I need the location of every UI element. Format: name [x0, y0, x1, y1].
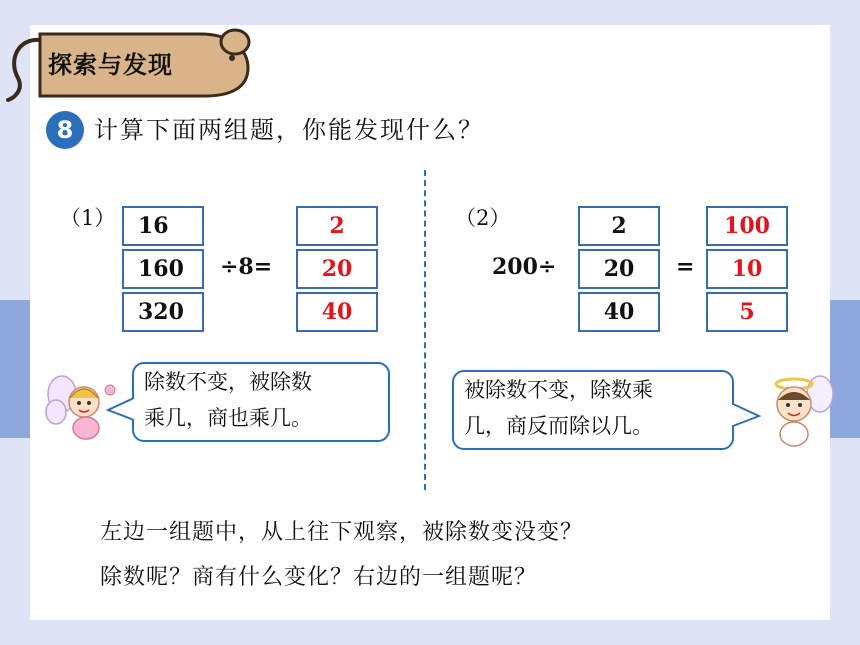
group1-quotient-cell: 20 — [296, 249, 378, 289]
group2-quotient-cell: 10 — [706, 249, 788, 289]
group2-divisor-cell: 2 — [578, 206, 660, 246]
group2-bubble-line1: 被除数不变，除数乘 — [464, 378, 653, 402]
group1-dividend-cell: 160 — [122, 249, 204, 289]
group2-quotient-column — [706, 206, 788, 332]
group1-bubble-line1: 除数不变，被除数 — [144, 370, 312, 394]
prompt-line1: 左边一组题中，从上往下观察，被除数变没变？ — [100, 520, 584, 545]
question-number-badge: 8 — [46, 111, 84, 149]
group1-speech-bubble — [132, 362, 390, 442]
group1-dividend-cell: 320 — [122, 292, 204, 332]
question-text: 计算下面两组题，你能发现什么？ — [94, 116, 484, 144]
section-title: 探索与发现 — [48, 50, 173, 79]
group1-quotient-column — [296, 206, 378, 332]
group2-prefix: 200÷ — [492, 254, 557, 280]
group1-bubble-line2: 乘几，商也乘几。 — [144, 406, 312, 430]
group1-quotient-cell: 40 — [296, 292, 378, 332]
group2-divisor-column — [578, 206, 660, 332]
group1-operator: ÷8= — [220, 254, 273, 280]
bubble-tail-icon — [106, 396, 136, 422]
group1-dividend-cell: 16 — [122, 206, 204, 246]
prompt-line2: 除数呢？商有什么变化？右边的一组题呢？ — [100, 565, 538, 590]
group2-quotient-cell: 5 — [706, 292, 788, 332]
group2-equals: = — [676, 254, 695, 280]
left-side-band — [0, 300, 30, 438]
group2-bubble-line2: 几，商反而除以几。 — [464, 414, 653, 438]
group1-dividend-column — [122, 206, 204, 332]
angel-boy-icon — [758, 372, 838, 452]
group1-label: （1） — [60, 206, 116, 230]
group2-divisor-cell: 40 — [578, 292, 660, 332]
dashed-divider — [424, 170, 426, 490]
group2-quotient-cell: 100 — [706, 206, 788, 246]
bubble-tail-icon — [731, 402, 761, 428]
group1-quotient-cell: 2 — [296, 206, 378, 246]
group2-label: （2） — [455, 206, 511, 230]
group2-speech-bubble — [452, 370, 734, 450]
group2-divisor-cell: 20 — [578, 249, 660, 289]
